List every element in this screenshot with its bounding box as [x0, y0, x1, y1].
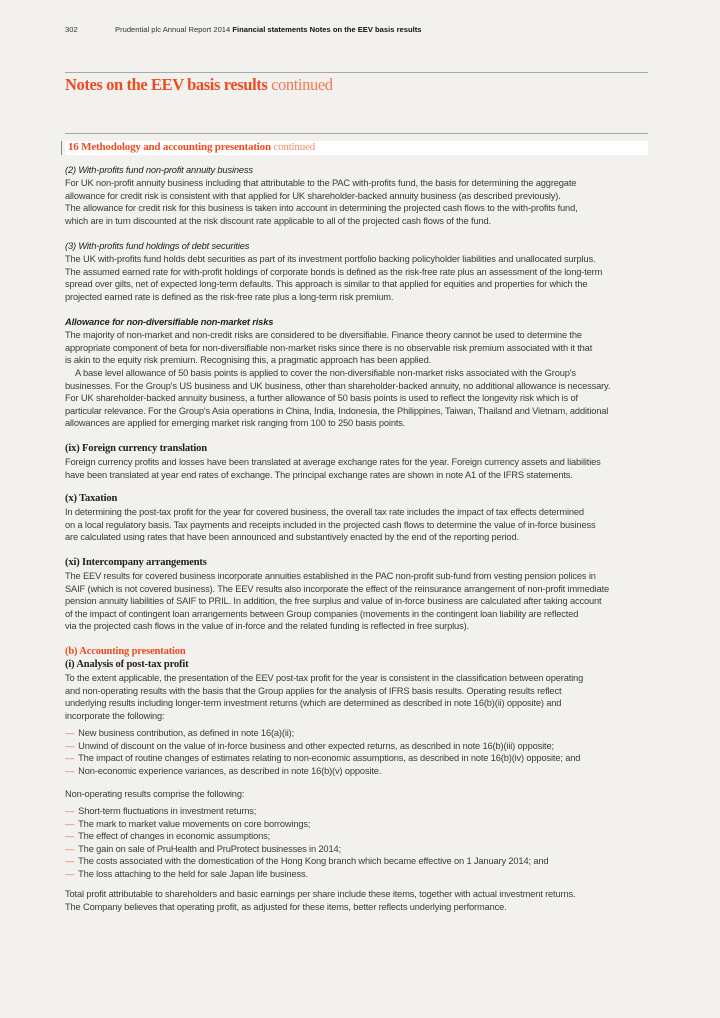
dash-bullet-icon: —: [65, 806, 75, 816]
list-item-text: The mark to market value movements on core borrowings;: [78, 818, 311, 829]
list-item-text: New business contribution, as defined in note 16(a)(ii);: [78, 728, 295, 738]
paragraph: [65, 329, 650, 367]
page-title-suffix: continued: [271, 75, 333, 94]
list-item: [65, 740, 650, 753]
paragraph: [65, 570, 650, 633]
text-line: on a local regulatory basis. Tax payments and receipts included in the projected cash flows to determine the value of in-force business: [65, 519, 596, 530]
running-header: [115, 25, 421, 34]
text-line: incorporate the following:: [65, 710, 165, 721]
list-item-text: Unwind of discount on the value of in-force business and other expected returns, as described in note 16(b)(iii) opposite;: [78, 740, 554, 751]
page-title: [65, 75, 333, 95]
list-item: [65, 855, 650, 868]
heading-text: (xi) Intercompany arrangements: [65, 557, 207, 568]
text-line: Total profit attributable to shareholders and basic earnings per share include these items, together with actual investment returns.: [65, 889, 576, 899]
paragraph: [65, 788, 650, 801]
dash-bullet-icon: —: [65, 868, 75, 879]
text-line: The Company believes that operating profit, as adjusted for these items, better reflects underlying performance.: [65, 901, 507, 912]
list-item: [65, 843, 650, 856]
page-title-main: Notes on the EEV basis results: [65, 75, 268, 94]
paragraph: [65, 367, 650, 430]
list-item-text: The impact of routine changes of estimates relating to non-economic assumptions, as described in note 16(b)(iv) opposite; and: [78, 753, 581, 764]
section-title: [68, 141, 315, 153]
dash-bullet-icon: —: [65, 831, 75, 842]
text-line: are calculated using rates that have been announced and substantively enacted by the end of the reporting period.: [65, 532, 519, 543]
dash-bullet-icon: —: [65, 818, 75, 829]
text-line: and non-operating results with the basis that the Group applies for the analysis of IFRS basis results. Operating results reflect: [65, 685, 562, 696]
section-title-main: 16 Methodology and accounting presentation: [68, 141, 271, 153]
text-line: projected earned rate is defined as the risk-free rate plus a long-term risk premium.: [65, 291, 394, 302]
text-line: A base level allowance of 50 basis points is applied to cover the non-diversifiable non-market risks associated with the Group's: [75, 368, 576, 378]
text-line: pension annuity liabilities of SAIF to PRIL. In addition, the free surplus and value of in-force business are calculated after taking account: [65, 596, 602, 607]
list-item-text: The effect of changes in economic assumptions;: [78, 831, 271, 842]
text-line: particular relevance. For the Group's Asia operations in China, India, Indonesia, the Philippines, Taiwan, Thailand and Vietnam, additional: [65, 405, 609, 416]
text-line: Non-operating results comprise the following:: [65, 789, 245, 799]
section-heading: [65, 240, 650, 253]
dash-bullet-icon: —: [65, 753, 75, 764]
list-item: [65, 818, 650, 831]
text-line: spread over gilts, net of expected long-term defaults. This approach is similar to that applied for equities and properties for which the: [65, 279, 588, 290]
heading-text: (ix) Foreign currency translation: [65, 443, 207, 454]
list-item-text: Non-economic experience variances, as described in note 16(b)(v) opposite.: [78, 765, 382, 776]
paragraph: [65, 177, 650, 227]
paragraph: [65, 506, 650, 544]
page-number: 302: [65, 25, 78, 34]
text-line: businesses. For the Group's US business and UK business, other than shareholder-backed annuity, no additional allowance is necessary.: [65, 380, 611, 391]
subsection-name: Notes on the EEV basis results: [309, 25, 422, 34]
section-title-suffix: continued: [273, 141, 315, 153]
section-heading: [65, 659, 650, 672]
section-heading: [65, 557, 650, 570]
top-divider: [65, 72, 648, 73]
list-item-text: The costs associated with the domestication of the Hong Kong branch which became effective on 1 January 2014; and: [78, 856, 549, 867]
heading-text: Allowance for non-diversifiable non-market risks: [65, 317, 274, 327]
text-line: In determining the post-tax profit for the year for covered business, the overall tax rate includes the impact of tax effects determined: [65, 507, 584, 517]
heading-text: (i) Analysis of post-tax profit: [65, 659, 189, 670]
dash-bullet-icon: —: [65, 765, 75, 776]
section-heading: [65, 493, 650, 506]
dash-bullet-icon: —: [65, 728, 75, 738]
text-line: The UK with-profits fund holds debt securities as part of its investment portfolio backing policyholder liabilities and unallocated surplus.: [65, 254, 596, 264]
bullet-list: [65, 805, 650, 881]
text-line: underlying results including longer-term investment returns (which are determined as described in note 16(b)(ii) opposite) and: [65, 698, 562, 709]
list-item: [65, 752, 650, 765]
paragraph: [65, 456, 650, 481]
section-divider: [65, 133, 648, 134]
paragraph: [65, 672, 650, 722]
list-item: [65, 765, 650, 778]
section-heading: [65, 316, 650, 329]
heading-text: (3) With-profits fund holdings of debt securities: [65, 241, 250, 251]
text-line: SAIF (which is not covered business). The EEV results also incorporate the effect of the reinsurance arrangement of non-profit immediate: [65, 583, 610, 594]
text-line: allowance for credit risk is consistent with that applied for UK shareholder-backed annuity business (as described previously).: [65, 190, 561, 201]
publication-name: Prudential plc Annual Report 2014: [115, 25, 231, 34]
heading-text: (b) Accounting presentation: [65, 646, 186, 657]
text-line: Foreign currency profits and losses have been translated at average exchange rates for the year. Foreign currency assets and liabilities: [65, 457, 601, 467]
section-bar: [65, 141, 648, 155]
text-line: The assumed earned rate for with-profit holdings of corporate bonds is defined as the risk-free rate plus an assessment of the long-term: [65, 266, 603, 277]
section-heading: [65, 164, 650, 177]
text-line: have been translated at year end rates of exchange. The principal exchange rates are shown in note A1 of the IFRS statements.: [65, 469, 573, 480]
dash-bullet-icon: —: [65, 740, 75, 751]
list-item: [65, 868, 650, 881]
text-line: For UK non-profit annuity business including that attributable to the PAC with-profits fund, the basis for determining the aggregate: [65, 178, 577, 188]
dash-bullet-icon: —: [65, 856, 75, 867]
text-line: via the projected cash flows in the value of in-force and the related funding is reflected in free surplus).: [65, 621, 469, 632]
paragraph: [65, 253, 650, 303]
section-heading: [65, 443, 650, 456]
text-line: The allowance for credit risk for this business is taken into account in determining the projected cash flows to the with-profits fund,: [65, 203, 578, 214]
text-line: of the impact of contingent loan arrangements between Group companies (movements in the contingent loan liability are reflected: [65, 608, 579, 619]
section-name: Financial statements: [232, 25, 308, 34]
text-line: allowances are applied for emerging market risk ranging from 100 to 250 basis points.: [65, 418, 406, 429]
section-heading: [65, 646, 650, 659]
list-item-text: The gain on sale of PruHealth and PruProtect businesses in 2014;: [78, 843, 341, 854]
text-line: which are in turn discounted at the risk discount rate applicable to all of the projected cash flows of the fund.: [65, 215, 491, 226]
paragraph: [65, 888, 650, 913]
text-line: For UK shareholder-backed annuity business, a further allowance of 50 basis points is used to reflect the longevity risk which is of: [65, 393, 578, 404]
list-item-text: The loss attaching to the held for sale Japan life business.: [78, 868, 308, 879]
heading-text: (x) Taxation: [65, 493, 118, 504]
list-item-text: Short-term fluctuations in investment returns;: [78, 806, 257, 816]
section-marker: [61, 141, 62, 155]
text-line: is akin to the equity risk premium. Recognising this, a pragmatic approach has been applied.: [65, 355, 432, 366]
text-line: The EEV results for covered business incorporate annuities established in the PAC non-profit sub-fund from vesting pension polices in: [65, 571, 596, 581]
text-line: appropriate component of beta for non-diversifiable non-market risks since there is no observable risk premium associated with it that: [65, 342, 593, 353]
bullet-list: [65, 727, 650, 777]
text-line: The majority of non-market and non-credit risks are considered to be diversifiable. Finance theory cannot be used to determine the: [65, 330, 582, 340]
list-item: [65, 830, 650, 843]
heading-text: (2) With-profits fund non-profit annuity business: [65, 165, 253, 175]
dash-bullet-icon: —: [65, 843, 75, 854]
text-line: To the extent applicable, the presentation of the EEV post-tax profit for the year is consistent in the classification between operating: [65, 673, 584, 683]
list-item: [65, 727, 650, 740]
list-item: [65, 805, 650, 818]
